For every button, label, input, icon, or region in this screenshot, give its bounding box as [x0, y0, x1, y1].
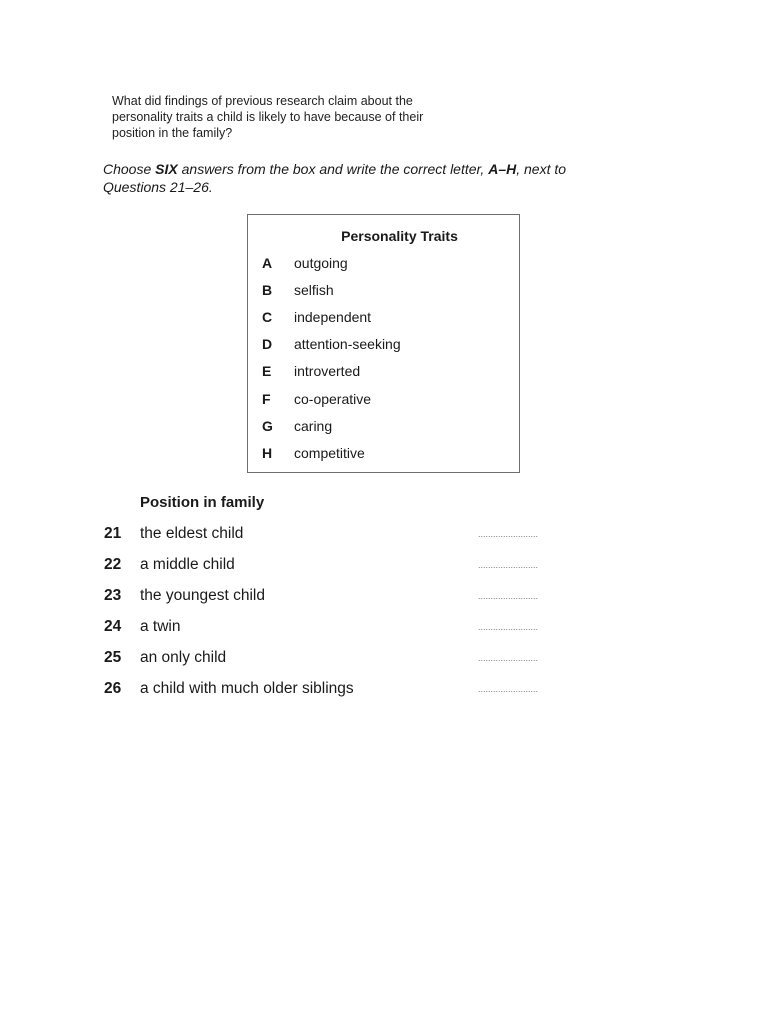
position-in-family-heading: Position in family — [140, 494, 265, 511]
instruction-part-1: Choose — [103, 161, 156, 177]
trait-option-f — [262, 389, 371, 409]
trait-label: outgoing — [294, 255, 348, 271]
answer-field-26[interactable] — [478, 679, 544, 699]
trait-letter: D — [262, 336, 273, 352]
question-number: 23 — [104, 587, 122, 604]
question-text: an only child — [140, 649, 227, 666]
trait-label: attention-seeking — [294, 336, 401, 352]
trait-option-h — [262, 443, 365, 463]
question-number: 26 — [104, 680, 122, 697]
answer-field-25[interactable] — [478, 648, 544, 668]
question-line-3: position in the family? — [112, 126, 233, 140]
question-row-22 — [104, 555, 549, 575]
question-text: a twin — [140, 618, 181, 635]
trait-letter: A — [262, 255, 273, 271]
traits-box-title-text: Personality Traits — [341, 228, 458, 244]
trait-letter: F — [262, 391, 271, 407]
trait-label: co-operative — [294, 391, 372, 407]
trait-label: selfish — [294, 282, 334, 298]
question-number: 24 — [104, 618, 122, 635]
trait-letter: C — [262, 309, 273, 325]
question-line-2: personality traits a child is likely to have because of their — [112, 110, 424, 124]
trait-letter: G — [262, 418, 273, 434]
trait-option-c — [262, 307, 371, 327]
instruction-line-2: Questions 21–26. — [103, 179, 213, 195]
trait-label: competitive — [294, 445, 365, 461]
question-row-24 — [104, 617, 549, 637]
trait-letter: H — [262, 445, 273, 461]
answer-field-24[interactable] — [478, 617, 544, 637]
trait-label: introverted — [294, 363, 361, 379]
personality-traits-box — [247, 214, 520, 473]
question-line-1: What did findings of previous research claim about the — [112, 94, 413, 108]
trait-option-a — [262, 253, 348, 273]
question-row-26 — [104, 679, 549, 699]
trait-label: caring — [294, 418, 333, 434]
trait-option-d — [262, 334, 401, 354]
question-text: a middle child — [140, 556, 235, 573]
question-number: 25 — [104, 649, 122, 666]
instruction-part-3: , next to — [516, 161, 567, 177]
instruction-bold-six: SIX — [155, 161, 178, 177]
instruction-part-2: answers from the box and write the correct letter, — [177, 161, 489, 177]
instruction-text — [103, 160, 623, 196]
trait-option-g — [262, 416, 332, 436]
answer-field-21[interactable] — [478, 524, 544, 544]
question-number: 21 — [104, 525, 122, 542]
traits-box-title — [248, 228, 519, 244]
instruction-bold-range: A–H — [488, 161, 517, 177]
question-text: the eldest child — [140, 525, 244, 542]
trait-option-b — [262, 280, 334, 300]
question-prompt — [112, 93, 452, 141]
question-text: a child with much older siblings — [140, 680, 354, 697]
trait-label: independent — [294, 309, 372, 325]
trait-letter: E — [262, 363, 272, 379]
question-row-21 — [104, 524, 549, 544]
answer-field-23[interactable] — [478, 586, 544, 606]
instruction-line-1 — [103, 160, 623, 178]
answer-field-22[interactable] — [478, 555, 544, 575]
question-row-25 — [104, 648, 549, 668]
trait-option-e — [262, 361, 360, 381]
question-text: the youngest child — [140, 587, 265, 604]
question-row-23 — [104, 586, 549, 606]
question-number: 22 — [104, 556, 122, 573]
trait-letter: B — [262, 282, 273, 298]
